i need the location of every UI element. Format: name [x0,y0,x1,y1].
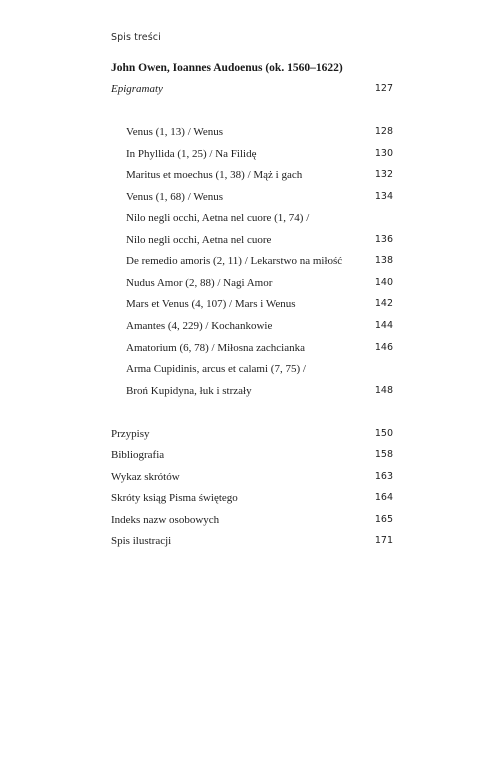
toc-entry-section[interactable] [111,81,393,97]
toc-page-number: 148 [374,385,393,396]
toc-entry-label: Nilo negli occhi, Aetna nel cuore (1, 74) / [126,212,310,224]
toc-entry-poem[interactable] [126,275,393,291]
toc-page-number: 150 [374,428,393,439]
toc-entry-label: Epigramaty [111,83,163,95]
toc-entry-poem[interactable] [126,167,393,183]
toc-page-number: 171 [374,535,393,546]
toc-page-number: 130 [374,148,393,159]
toc-entry-label: Skróty ksiąg Pisma świętego [111,492,238,504]
toc-entry-poem[interactable] [126,124,393,140]
toc-page-number: 158 [374,449,393,460]
toc-entry-label: Wykaz skrótów [111,471,180,483]
toc-entry-poem-line2[interactable] [126,232,393,248]
toc-entry-poem-line2[interactable] [126,383,393,399]
toc-entry-back-matter[interactable] [111,426,393,442]
toc-entry-label: Nudus Amor (2, 88) / Nagi Amor [126,277,273,289]
toc-entry-label: Amantes (4, 229) / Kochankowie [126,320,273,332]
toc-page-number: 138 [374,255,393,266]
toc-entry-label: Indeks nazw osobowych [111,514,220,526]
toc-entry-label: Venus (1, 68) / Wenus [126,191,223,203]
toc-entry-label: Arma Cupidinis, arcus et calami (7, 75) / [126,363,306,375]
toc-entry-back-matter[interactable] [111,447,393,463]
toc-entry-label: Przypisy [111,428,150,440]
toc-entry-poem-line1[interactable] [126,361,393,377]
toc-entry-label: In Phyllida (1, 25) / Na Filidę [126,148,257,160]
toc-entry-label: De remedio amoris (2, 11) / Lekarstwo na miłość [126,255,343,267]
toc-page-number: 140 [374,277,393,288]
toc-page-number: 164 [374,492,393,503]
toc-entry-poem[interactable] [126,340,393,356]
toc-page-number: 146 [374,342,393,353]
toc-entry-poem[interactable] [126,318,393,334]
toc-page-number: 136 [374,234,393,245]
toc-page-number: 165 [374,514,393,525]
toc-entry-label: Broń Kupidyna, łuk i strzały [126,385,252,397]
toc-page-number: 127 [374,83,393,94]
toc-entry-label: Venus (1, 13) / Wenus [126,126,223,138]
toc-entry-label: Nilo negli occhi, Aetna nel cuore [126,234,272,246]
toc-entry-poem-line1[interactable] [126,210,393,226]
toc-entry-back-matter[interactable] [111,512,393,528]
toc-entry-back-matter[interactable] [111,469,393,485]
toc-page-number: 163 [374,471,393,482]
toc-page-number: 142 [374,298,393,309]
running-head: Spis treści [111,32,161,43]
toc-entry-poem[interactable] [126,146,393,162]
toc-entry-label: Bibliografia [111,449,165,461]
toc-entry-label: Maritus et moechus (1, 38) / Mąż i gach [126,169,303,181]
toc-entry-poem[interactable] [126,296,393,312]
toc-page-number: 128 [374,126,393,137]
toc-entry-label: Mars et Venus (4, 107) / Mars i Wenus [126,298,296,310]
toc-page-number: 144 [374,320,393,331]
toc-entry-label: Amatorium (6, 78) / Miłosna zachcianka [126,342,306,354]
toc-page-number: 132 [374,169,393,180]
toc-entry-back-matter[interactable] [111,533,393,549]
author-heading: John Owen, Ioannes Audoenus (ok. 1560–1622) [111,62,343,74]
toc-entry-poem[interactable] [126,253,393,269]
toc-page-number: 134 [374,191,393,202]
toc-entry-poem[interactable] [126,189,393,205]
toc-entry-back-matter[interactable] [111,490,393,506]
toc-entry-label: Spis ilustracji [111,535,172,547]
